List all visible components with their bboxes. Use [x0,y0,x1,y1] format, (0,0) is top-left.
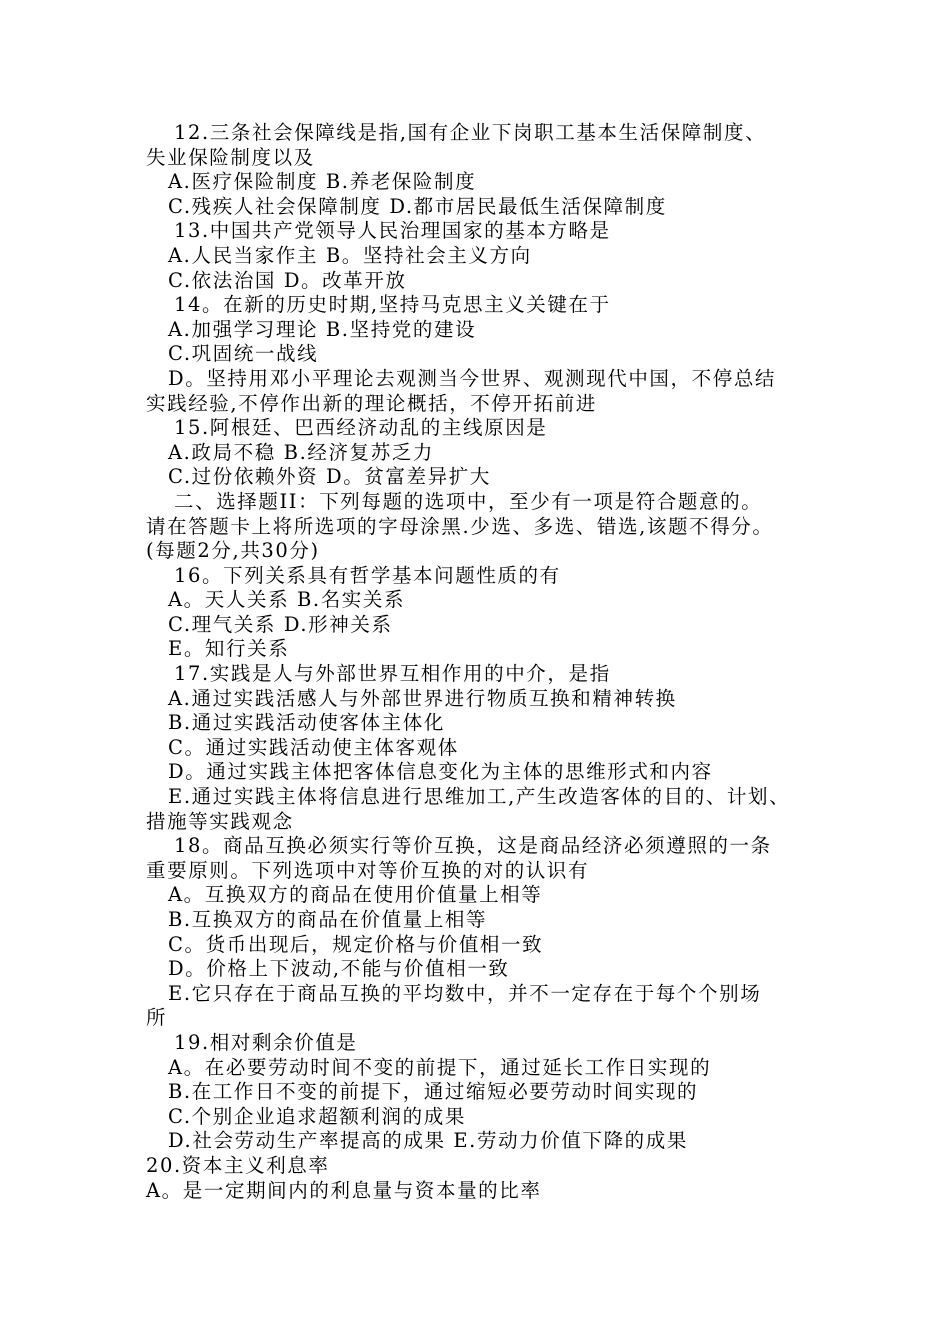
text-line: 18。商品互换必须实行等价互换，这是商品经济必须遵照的一条 [174,834,772,858]
text-line: B.通过实践活动使客体主体化 [168,711,445,735]
text-line: A.加强学习理论 B.坚持党的建设 [168,317,477,341]
text-line: A.通过实践活感人与外部世界进行物质互换和精神转换 [168,686,677,710]
text-line: 12.三条社会保障线是指,国有企业下岗职工基本生活保障制度、 [174,121,767,144]
text-line: 20.资本主义利息率 [146,1153,330,1177]
text-line: 所 [146,1006,168,1030]
text-line: D.社会劳动生产率提高的成果 E.劳动力价值下降的成果 [168,1129,688,1153]
text-line: A。互换双方的商品在使用价值量上相等 [168,883,543,907]
document-body [146,121,836,1203]
text-line: C。货币出现后，规定价格与价值相一致 [168,932,544,956]
text-line: D。坚持用邓小平理论去观测当今世界、观测现代中国，不停总结 [168,366,777,390]
text-line: E.它只存在于商品互换的平均数中，并不一定存在于每个个别场 [168,981,762,1005]
text-line: C.理气关系 D.形神关系 [168,612,393,636]
text-line: C.残疾人社会保障制度 D.都市居民最低生活保障制度 [168,194,667,218]
text-line: E。知行关系 [168,637,290,661]
text-line: A.人民当家作主 B。坚持社会主义方向 [168,243,532,267]
text-line: 二、选择题II：下列每题的选项中，至少有一项是符合题意的。 [174,489,763,513]
text-line: C.巩固统一战线 [168,342,319,366]
text-line: A.政局不稳 B.经济复苏乏力 [168,440,435,464]
text-line: D。通过实践主体把客体信息变化为主体的思维形式和内容 [168,760,713,784]
text-line: E.通过实践主体将信息进行思维加工,产生改造客体的目的、计划、 [168,785,791,809]
text-line: B.在工作日不变的前提下，通过缩短必要劳动时间实现的 [168,1080,699,1104]
text-line: 重要原则。下列选项中对等价互换的对的认识有 [146,858,590,882]
text-line: A.医疗保险制度 B.养老保险制度 [168,170,477,194]
text-line: 17.实践是人与外部世界互相作用的中介，是指 [174,662,611,686]
text-line: 16。下列关系具有哲学基本问题性质的有 [174,563,561,587]
text-line: 19.相对剩余价值是 [174,1030,358,1054]
text-line: A。是一定期间内的利息量与资本量的比率 [146,1178,542,1202]
text-line: 失业保险制度以及 [146,145,315,169]
text-line: C.个别企业追求超额利润的成果 [168,1104,466,1128]
text-line: C.依法治国 D。改革开放 [168,268,407,292]
text-line: 13.中国共产党领导人民治理国家的基本方略是 [174,219,611,243]
text-line: B.互换双方的商品在价值量上相等 [168,908,488,931]
text-line: (每题2分,共30分) [146,539,320,563]
text-line: C.过份依赖外资 D。贫富差异扩大 [168,465,491,489]
text-line: D。价格上下波动,不能与价值相一致 [168,957,510,981]
text-line: A。在必要劳动时间不变的前提下，通过延长工作日实现的 [168,1055,712,1079]
text-line: 请在答题卡上将所选项的字母涂黑.少选、多选、错选,该题不得分。 [146,514,774,538]
text-line: 15.阿根廷、巴西经济动乱的主线原因是 [174,416,548,440]
text-line: C。通过实践活动使主体客观体 [168,735,459,759]
text-line: A。天人关系 B.名实关系 [168,588,406,612]
text-line: 措施等实践观念 [146,809,294,833]
text-line: 实践经验,不停作出新的理论概括，不停开拓前进 [146,391,597,415]
text-line: 14。在新的历史时期,坚持马克思主义关键在于 [174,293,611,317]
